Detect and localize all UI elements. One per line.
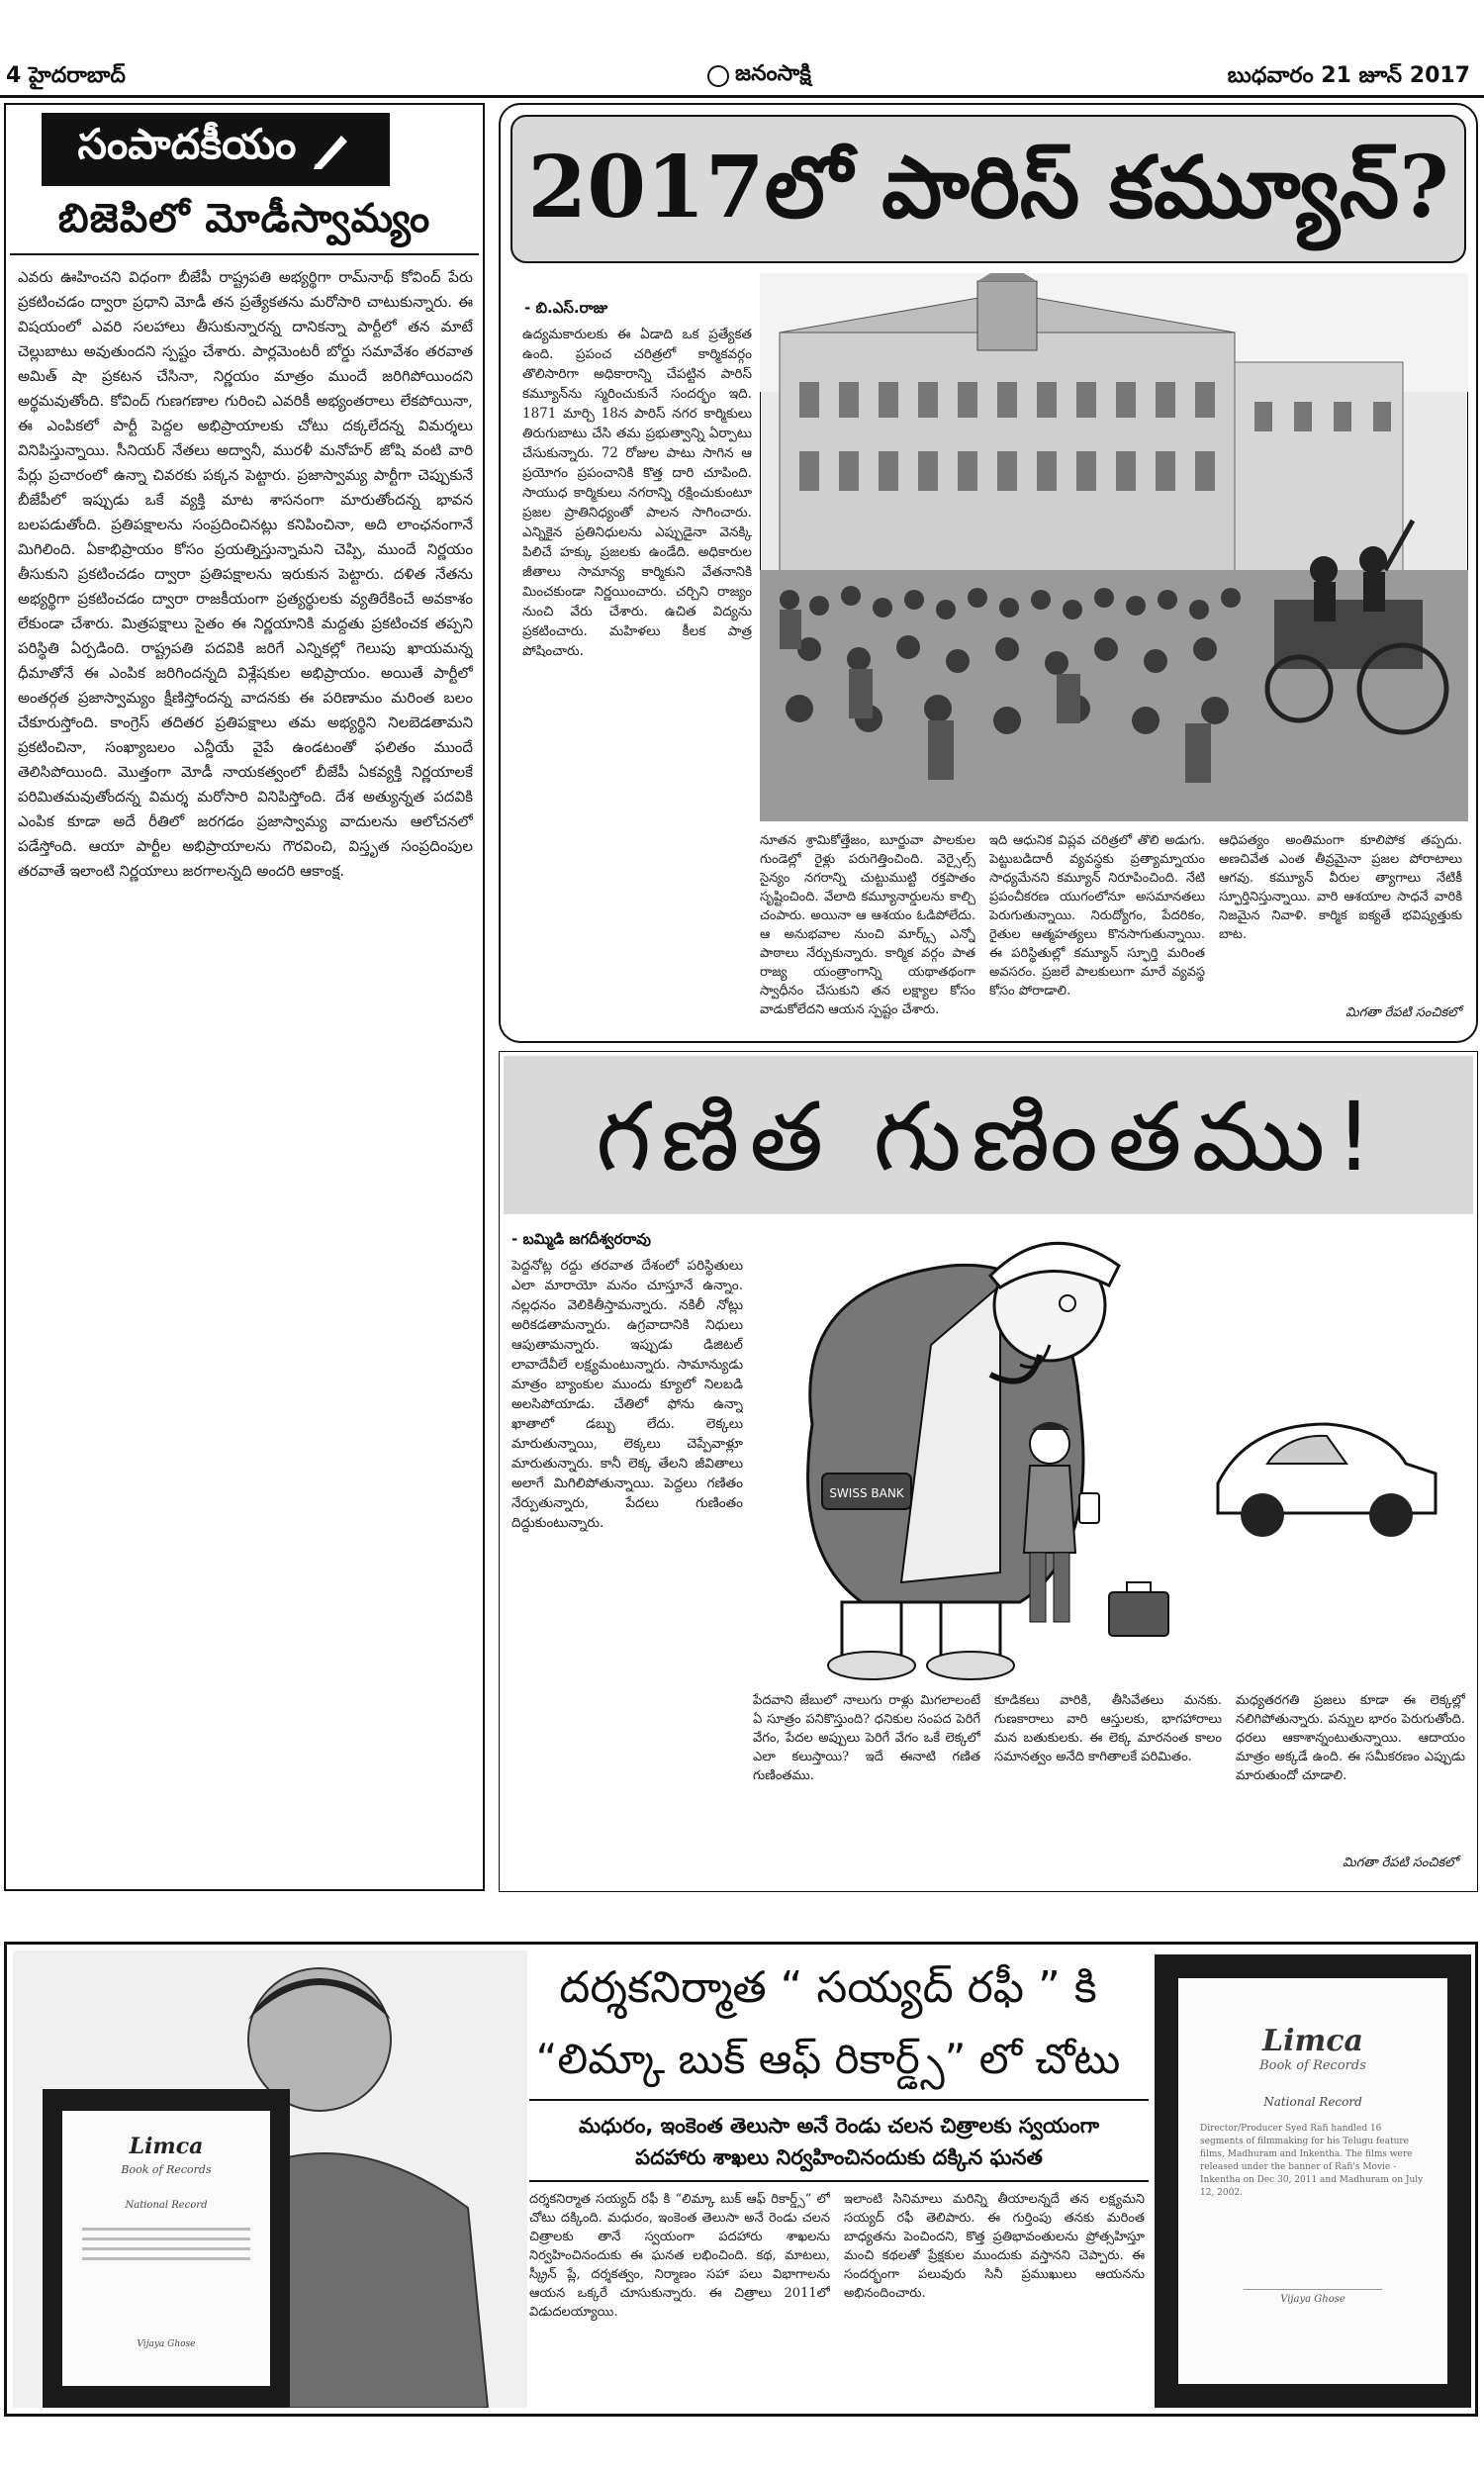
editorial-banner <box>42 113 390 186</box>
feature1-col1: ఉద్యమకారులకు ఈ ఏడాది ఒక ప్రత్యేకత ఉంది. ప్రపంచ చరిత్రలో కార్మికవర్గం తొలిసారిగా అధికారాన్ని చేపట్టిన పారిస్ కమ్యూన్‌ను స్మరించుకునే సందర్భం ఇది. 1871 మార్చి 18న పారిస్ నగర కార్మికులు తిరుగుబాటు చేసి తమ ప్రభుత్వాన్ని ఏర్పాటు చేసుకున్నారు. 72 రోజుల పాటు సాగిన ఆ ప్రయోగం ప్రపంచానికి కొత్త దారి చూపింది. సాయుధ కార్మికులు నగరాన్ని రక్షించుకుంటూ ప్రజల ప్రాతినిధ్యంతో పాలన సాగించారు. ఎన్నికైన ప్రతినిధులను ఎప్పుడైనా వెనక్కి పిలిచే హక్కు ప్రజలకు ఉండేది. అధికారుల జీతాలు సామాన్య కార్మికుని వేతనానికి మించకుండా నిర్ణయించారు. చర్చిని రాజ్యం నుంచి వేరు చేశారు. ఉచిత విద్యను ప్రకటించారు. మహిళలు కీలక పాత్ర పోషించారు. <box>522 327 752 659</box>
ad-col1: దర్శకనిర్మాత సయ్యద్ రఫీ కి “లిమ్కా బుక్ ఆఫ్ రికార్డ్స్” లో చోటు దక్కింది. మధురం, ఇంకెంత తెలుసా అనే రెండు చలన చిత్రాలకు తానే స్వయంగా పదహారు శాఖలను నిర్వహించినందుకు ఈ ఘనత లభించింది. కథ, మాటలు, స్క్రీన్ ప్లే, దర్శకత్వం, నిర్మాణం సహా పలు విభాగాలను ఆయన ఒక్కరే చూసుకున్నారు. ఈ చిత్రాలు 2011లో విడుదలయ్యాయి. <box>529 2192 830 2320</box>
feature1-signature: మిగతా రేపటి సంచికలో <box>1345 1005 1461 1020</box>
portrait-cert-signer: Vijaya Ghose <box>137 2339 196 2349</box>
paper-name: జనంసాక్షి <box>735 61 811 86</box>
editorial-headline: బిజెపిలో మోడీస్వామ్యం <box>57 196 431 241</box>
ad-box <box>4 1942 1478 2417</box>
ad-subtitle-line1: మధురం, ఇంకెంత తెలుసా అనే రెండు చలన చిత్రాలకు స్వయంగా <box>578 2114 1100 2138</box>
feature1-byline: - బి.ఎస్.రాజు <box>524 299 608 317</box>
feature1-headline: 2017లో పారిస్ కమ్యూన్? <box>527 138 1449 238</box>
cartoon-illustration <box>753 1226 1467 1681</box>
certificate-paper <box>1178 1978 1447 2384</box>
feature1-col3: ఇది ఆధునిక విప్లవ చరిత్రలో తొలి అడుగు. పెట్టుబడిదారీ వ్యవస్థకు ప్రత్యామ్నాయం సాధ్యమేనని కమ్యూన్ నిరూపించింది. నేటి ప్రపంచీకరణ యుగంలోనూ అసమానతలు పెరుగుతున్నాయి. నిరుద్యోగం, పేదరికం, రైతుల ఆత్మహత్యలు కొనసాగుతున్నాయి. ఈ పరిస్థితుల్లో కమ్యూన్ స్ఫూర్తి మరింత అవసరం. ప్రజలే పాలకులుగా మారే వ్యవస్థ కోసం పోరాడాలి. <box>989 833 1205 999</box>
date-label: బుధవారం 21 జూన్ 2017 <box>1227 63 1470 88</box>
cert-text: Director/Producer Syed Rafi handled 16 segments of filmmaking for his Telugu feature films, Madhuram and Inkentha. The films were released under the banner of Rafi's Movie - Inkentha on Dec 30, 2011 and Madhuram on July 12, 2002. <box>1200 2124 1424 2198</box>
feature2-col4: మధ్యతరగతి ప్రజలు కూడా ఈ లెక్కల్లో నలిగిపోతున్నారు. పన్నుల భారం పెరుగుతోంది. ధరలు ఆకాశాన్నంటుతున్నాయి. ఆదాయం మాత్రం అక్కడే ఉంది. ఈ సమీకరణం ఎప్పుడు మారుతుందో చూడాలి. <box>1236 1693 1465 1783</box>
feature2-col2: పేదవాని జేబులో నాలుగు రాళ్లు మిగలాలంటే ఏ సూత్రం పనికొస్తుంది? ధనికుల సంపద పెరిగే వేగం, పేదల అప్పులు పెరిగే వేగం ఒకే లెక్కలో ఎలా కలుస్తాయి? ఇదే ఈనాటి గణిత గుణింతము. <box>753 1693 980 1783</box>
portrait-cert-sub: Book of Records <box>121 2163 212 2176</box>
feature2-col3: కూడికలు వారికి, తీసివేతలు మనకు. గుణకారాలు వారి ఆస్తులకు, భాగహారాలు మన బతుకులకు. ఈ లెక్క మారనంత కాలం సమానత్వం అనేది కాగితాలకే పరిమితం. <box>994 1693 1222 1764</box>
portrait-photo <box>13 1951 527 2408</box>
paris-commune-illustration <box>760 273 1468 821</box>
cert-signature-line <box>1244 2289 1382 2290</box>
ad-col2: ఇలాంటి సినిమాలు మరిన్ని తీయాలన్నదే తన లక్ష్యమని సయ్యద్ రఫీ తెలిపారు. ఈ గుర్తింపు తనకు మరింత బాధ్యతను పెంచిందని, కొత్త ప్రతిభావంతులను ప్రోత్సహిస్తూ మంచి కథలతో ప్రేక్షకుల ముందుకు వస్తానని చెప్పారు. ఈ సందర్భంగా పలువురు సినీ ప్రముఖులు ఆయనను అభినందించారు. <box>844 2192 1145 2301</box>
certificate-frame <box>1155 1954 1471 2408</box>
feature2-byline: - బమ్మిడి జగదీశ్వరరావు <box>511 1230 651 1248</box>
page-label: 4 హైదరాబాద్ <box>6 63 126 88</box>
cert-title: National Record <box>1263 2095 1362 2109</box>
feature2-col1: పెద్దనోట్ల రద్దు తరవాత దేశంలో పరిస్థితులు ఎలా మారాయో మనం చూస్తూనే ఉన్నాం. నల్లధనం వెలికితీస్తామన్నారు. నకిలీ నోట్లు అరికడతామన్నారు. ఉగ్రవాదానికి నిధులు ఆపుతామన్నారు. ఇప్పుడు డిజిటల్ లావాదేవీలే లక్ష్యమంటున్నారు. సామాన్యుడు మాత్రం బ్యాంకుల ముందు క్యూలో నిలబడి అలసిపోయాడు. చేతిలో ఫోను ఉన్నా ఖాతాలో డబ్బు లేదు. లెక్కలు మారుతున్నాయి, లెక్కలు చెప్పేవాళ్లూ మారుతున్నారు. కానీ లెక్క తేలని జీవితాలు అలాగే మిగిలిపోతున్నాయి. పెద్దలు గణితం నేర్పుతున్నారు, పేదలు గుణింతం దిద్దుకుంటున్నారు. <box>511 1258 743 1531</box>
ad-title-line1: దర్శకనిర్మాత “ సయ్యద్ రఫీ ” కి <box>559 1962 1097 2013</box>
portrait-cert-brand: Limca <box>129 2134 204 2159</box>
ad-subtitle-line2: పదహారు శాఖలు నిర్వహించినందుకు దక్కిన ఘనత <box>635 2145 1043 2169</box>
feature1-title-panel <box>510 115 1466 263</box>
ad-title-rule <box>529 2099 1149 2101</box>
masthead-rule <box>0 95 1484 98</box>
cert-signer: Vijaya Ghose <box>1280 2294 1345 2305</box>
swiss-bank-label: SWISS BANK <box>829 1486 904 1500</box>
editorial-section-label: సంపాదకీయం <box>77 120 297 168</box>
ad-subtitle-rule <box>529 2180 1149 2182</box>
feature1-box <box>499 103 1478 1043</box>
feature2-headline: గణిత గుణింతము! <box>596 1082 1383 1192</box>
feature2-box <box>499 1051 1478 1892</box>
pen-icon <box>310 128 353 171</box>
feature1-col2: నూతన శ్రామికోత్తేజం, బూర్జువా పాలకుల గుండెల్లో రైళ్లు పరుగెత్తించింది. వెర్సైల్స్ సైన్యం నగరాన్ని చుట్టుముట్టి రక్తపాతం సృష్టించింది. వేలాది కమ్యూనార్డులను కాల్చి చంపారు. అయినా ఆ ఆశయం ఓడిపోలేదు. ఆ అనుభవాల నుంచి మార్క్స్ ఎన్నో పాఠాలు నేర్చుకున్నారు. కార్మిక వర్గం పాత రాజ్య యంత్రాంగాన్ని యథాతథంగా స్వాధీనం చేసుకుని తన లక్ష్యాల కోసం వాడుకోలేదని ఆయన స్పష్టం చేశారు. <box>760 833 975 1017</box>
portrait-cert-title: National Record <box>125 2200 208 2211</box>
editorial-column <box>4 103 485 1891</box>
logo-mark-icon <box>707 65 729 87</box>
feature2-signature: మిగతా రేపటి సంచికలో <box>1343 1856 1458 1870</box>
paper-logo <box>707 61 811 91</box>
cert-brand: Limca <box>1262 2024 1363 2058</box>
ad-title-line2: “లిమ్కా బుక్ ఆఫ్ రికార్డ్స్” లో చోటు <box>535 2035 1121 2083</box>
editorial-body: ఎవరు ఊహించని విధంగా బీజేపీ రాష్ట్రపతి అభ్యర్థిగా రామ్‌నాథ్ కోవింద్ పేరు ప్రకటించడం ద్వారా ప్రధాని మోడీ తన ప్రత్యేకతను మరోసారి చాటుకున్నారు. ఈ విషయంలో ఎవరి సలహాలు తీసుకున్నారన్న దానికన్నా పార్టీలో తన మాటే చెల్లుబాటు అవుతుందని స్పష్టం చేశారు. పార్లమెంటరీ బోర్డు సమావేశం తరవాత అమిత్ షా ప్రకటన చేసినా, నిర్ణయం మాత్రం ముందే జరిగిపోయిందని అర్థమవుతోంది. కోవింద్ గుణగణాల గురించి ఎవరికీ అభ్యంతరాలు లేకపోయినా, ఈ ఎంపికలో పార్టీ పెద్దల అభిప్రాయాలకు చోటు దక్కలేదన్న విమర్శలు వినిపిస్తున్నాయి. సీనియర్ నేతలు అద్వానీ, మురళీ మనోహర్ జోషి వంటి వారి పేర్లు ప్రచారంలో ఉన్నా చివరకు పక్కన పెట్టారు. ప్రజాస్వామ్య పార్టీగా చెప్పుకునే బీజేపీలో ఇప్పుడు ఒకే వ్యక్తి మాట శాసనంగా మారుతోందన్న భావన బలపడుతోంది. ప్రతిపక్షాలను సంప్రదించినట్లు కనిపించినా, అది లాంఛనంగానే మిగిలింది. ఏకాభిప్రాయం కోసం ప్రయత్నిస్తున్నామని చెప్పి, ముందే నిర్ణయం తీసుకుని ప్రకటించడం ద్వారా ప్రతిపక్షాలను ఇరుకున పెట్టారు. దళిత నేతను అభ్యర్థిగా ప్రకటించడం ద్వారా రాజకీయంగా ప్రత్యర్థులకు వ్యతిరేకించే అవకాశం లేకుండా చేశారు. మిత్రపక్షాలు సైతం ఈ నిర్ణయానికి మద్దతు ప్రకటించక తప్పని పరిస్థితి ఏర్పడింది. రాష్ట్రపతి పదవికి జరిగే ఎన్నికల్లో గెలుపు ఖాయమన్న ధీమాతోనే ఈ ఎంపిక జరిగిందన్నది విశ్లేషకుల అభిప్రాయం. అయితే పార్టీలో అంతర్గత ప్రజాస్వామ్యం క్షీణిస్తోందన్న వాదనకు ఈ పరిణామం మరింత బలం చేకూరుస్తోంది. కాంగ్రెస్ తదితర ప్రతిపక్షాలు తమ అభ్యర్థిని నిలబెడతామని ప్రకటించినా, సంఖ్యాబలం ఎన్డీయే వైపే ఉండటంతో ఫలితం ముందే తెలిసిపోయింది. మొత్తంగా మోడీ నాయకత్వంలో బీజేపీ ఏకవ్యక్తి నిర్ణయాలకే పరిమితమవుతోందన్న విమర్శ మరోసారి వినిపిస్తోంది. దేశ అత్యున్నత పదవికి ఎంపిక కూడా అదే రీతిలో జరగడం ప్రజాస్వామ్య వాదులను ఆలోచనలో పడేస్తోంది. ఆయా పార్టీల అభిప్రాయాలను గౌరవించి, విస్తృత సంప్రదింపుల తరవాతే ఇలాంటి నిర్ణయాలు జరగాలన్నది అందరి ఆకాంక్ష. <box>18 268 473 880</box>
feature1-col4: ఆధిపత్యం అంతిమంగా కూలిపోక తప్పదు. అణచివేత ఎంత తీవ్రమైనా ప్రజల పోరాటాలు ఆగవు. కమ్యూన్ వీరుల త్యాగాలు నేటికీ స్ఫూర్తినిస్తున్నాయి. వారి ఆశయాల సాధనే వారికి నిజమైన నివాళి. కార్మిక ఐక్యతే భవిష్యత్తుకు బాట. <box>1219 833 1462 942</box>
masthead <box>0 0 1484 88</box>
editorial-headline-rule <box>10 253 479 255</box>
cert-sub: Book of Records <box>1259 2058 1366 2073</box>
